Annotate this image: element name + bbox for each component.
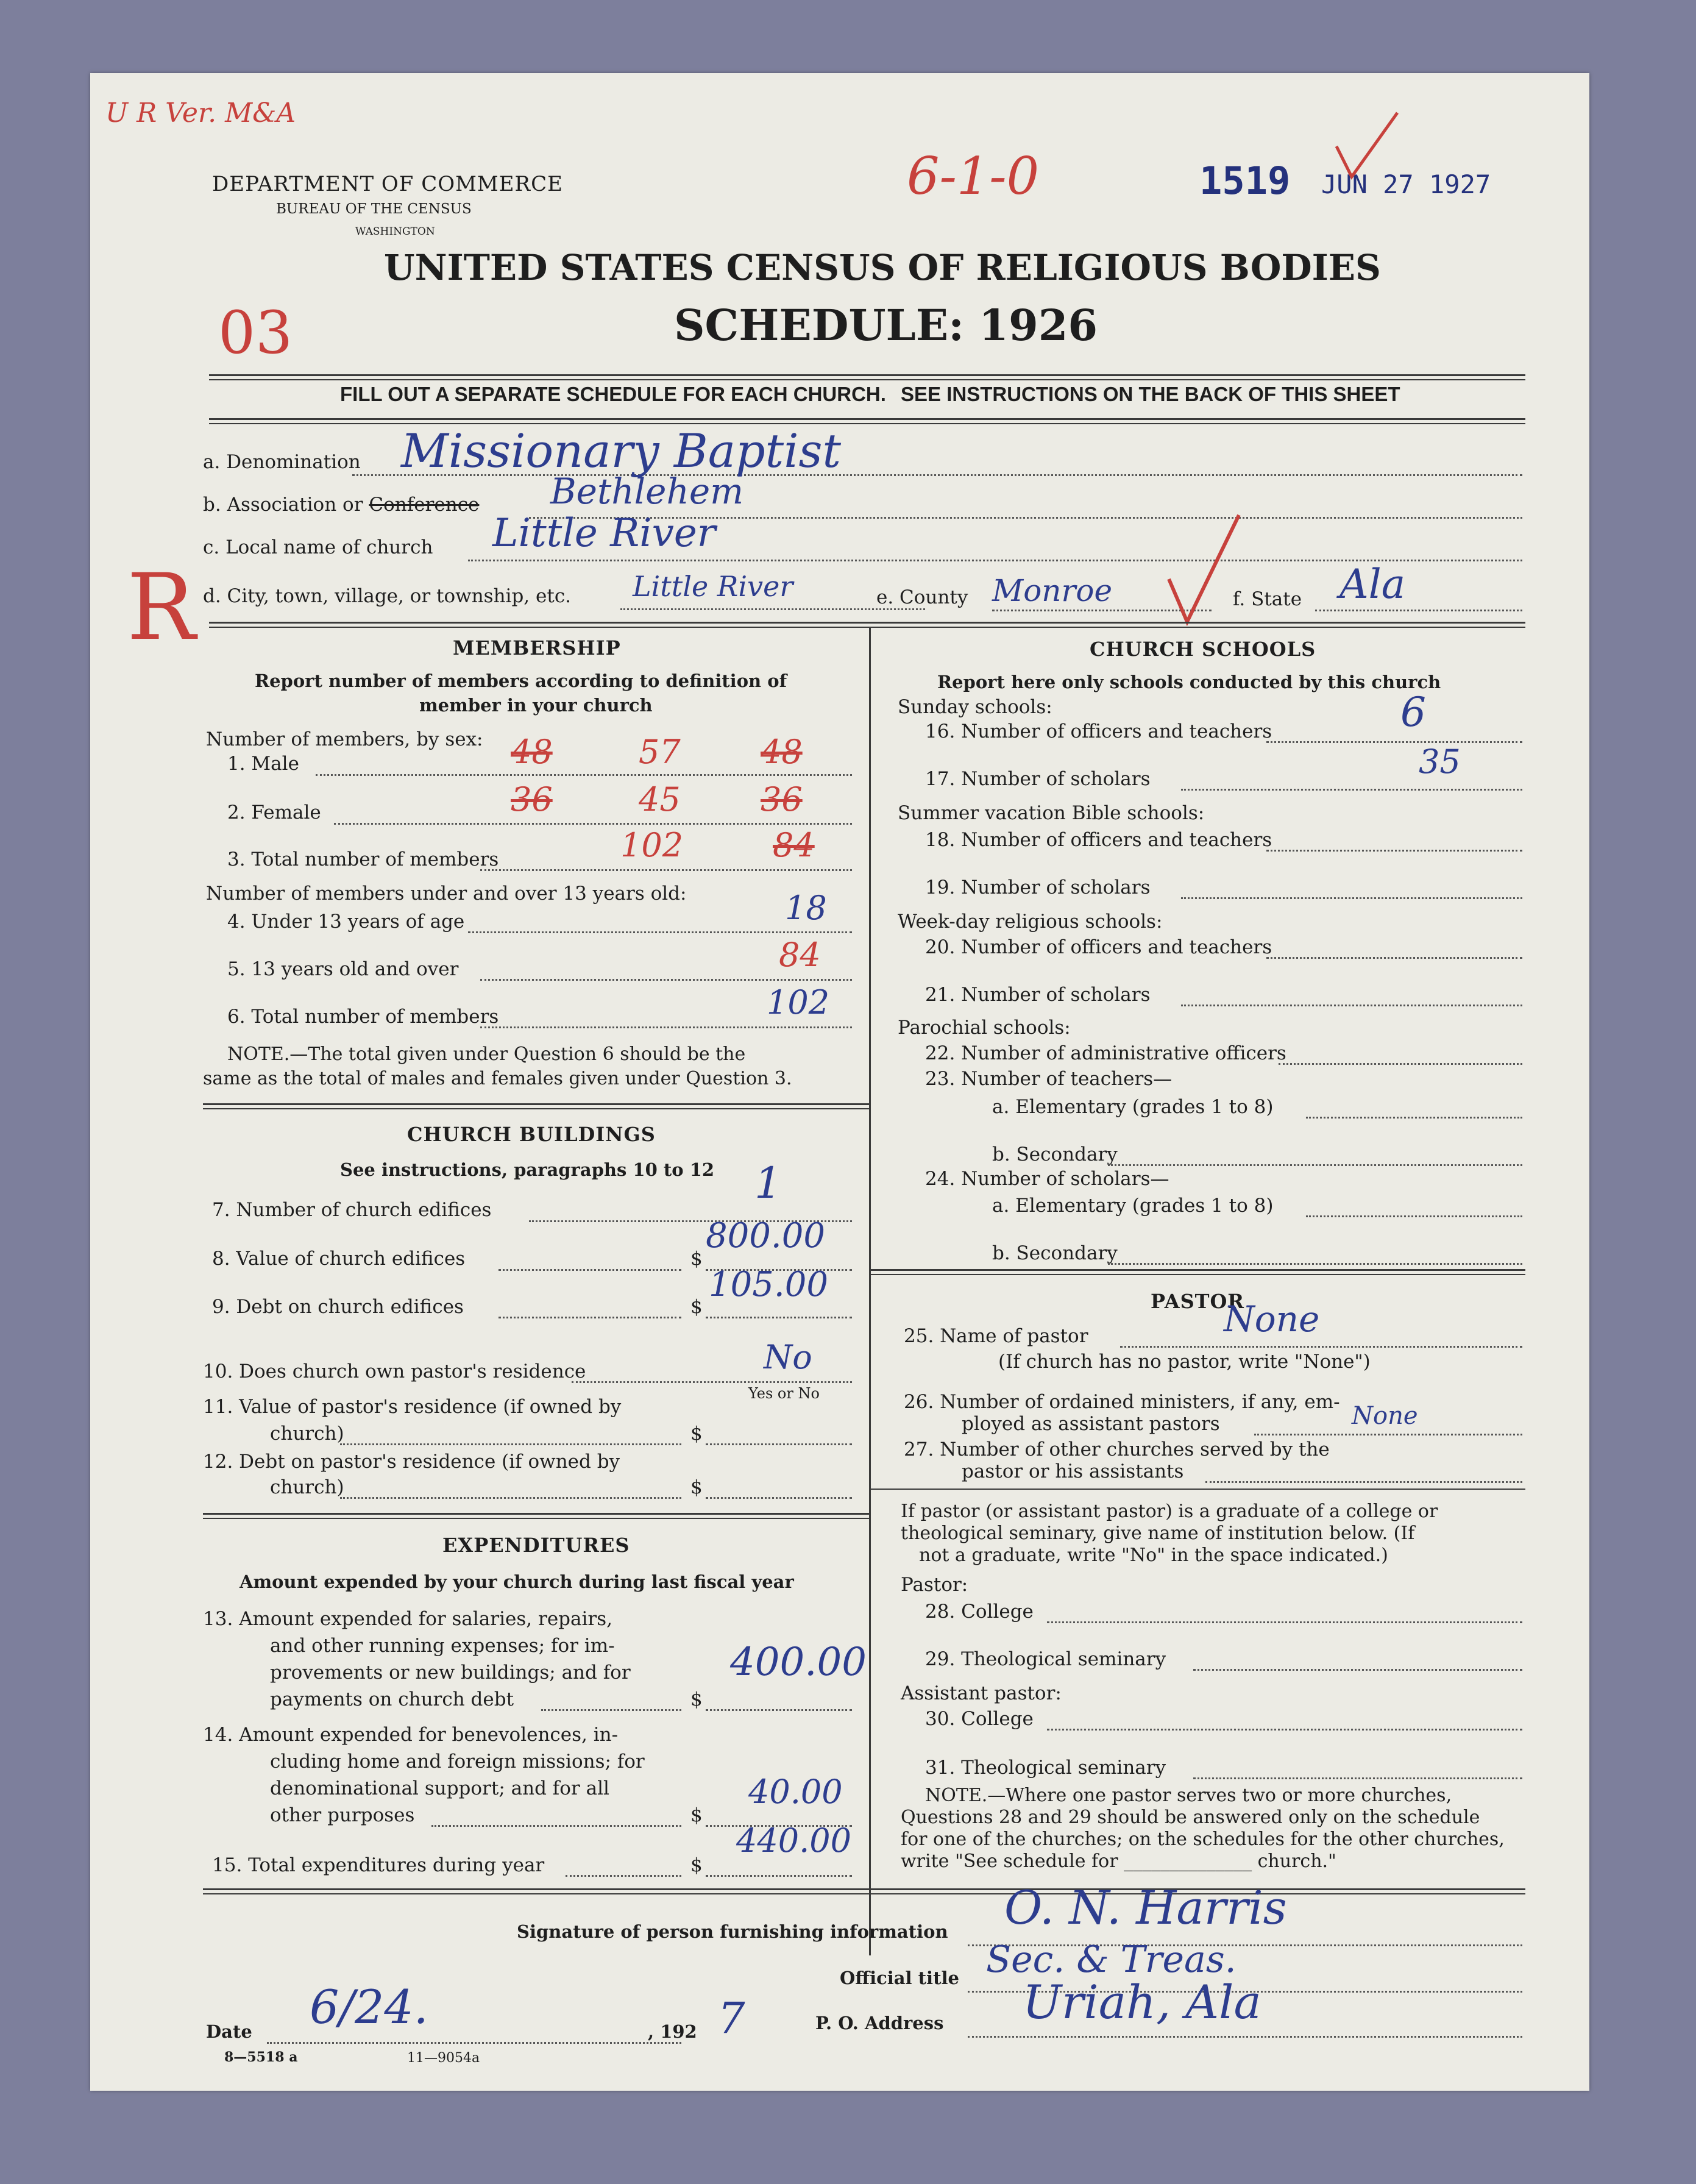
q24-label: 24. Number of scholars— [925,1168,1169,1190]
date-year-prefix: , 192 [648,2021,697,2042]
date-value: 6/24. [310,1980,428,2034]
pastor-label: Pastor: [901,1574,968,1596]
receipt-stamp-date: JUN 27 1927 [1321,169,1491,199]
state-value: Ala [1339,561,1406,608]
q8-dollar: $ [690,1248,703,1270]
association-label: b. Association or Conference [203,494,480,516]
q17-label: 17. Number of scholars [925,768,1151,790]
form-number: 8—5518 a [224,2049,298,2065]
expenditures-subtitle: Amount expended by your church during last fiscal year [239,1571,794,1592]
q29-label: 29. Theological seminary [925,1648,1166,1670]
q17-value: 35 [1419,742,1461,781]
q13-label-a: 13. Amount expended for salaries, repairs, [203,1608,612,1630]
city-value: Little River [633,570,793,603]
q23b-label: b. Secondary [992,1144,1118,1165]
association-value: Bethlehem [550,471,744,512]
q2-female-value-1: 36 [511,780,553,819]
graduate-instruction-1: If pastor (or assistant pastor) is a graduate of a college or [901,1501,1438,1522]
q18-label: 18. Number of officers and teachers [925,829,1272,851]
q14-label-d: other purposes [270,1804,415,1826]
q31-label: 31. Theological seminary [925,1757,1166,1779]
q14-label-c: denominational support; and for all [270,1777,609,1799]
city-label: d. City, town, village, or township, etc. [203,585,572,607]
q30-label: 30. College [925,1708,1034,1730]
q1-male-value-3: 48 [761,733,803,771]
q10-value: No [764,1338,812,1376]
buildings-title: CHURCH BUILDINGS [407,1123,656,1146]
county-label: e. County [876,586,968,608]
q14-label-a: 14. Amount expended for benevolences, in- [203,1724,619,1746]
pastor-note-2: Questions 28 and 29 should be answered only on the schedule [901,1807,1480,1828]
county-value: Monroe [992,573,1113,608]
q13-value: 400.00 [730,1640,867,1685]
q14-value: 40.00 [748,1773,843,1811]
pastor-note-1: NOTE.—Where one pastor serves two or more churches, [925,1785,1452,1806]
q16-value: 6 [1400,689,1426,736]
q13-label-d: payments on church debt [270,1688,514,1710]
q14-dollar: $ [690,1804,703,1826]
assistant-pastor-label: Assistant pastor: [901,1682,1062,1704]
official-title-value: Sec. & Treas. [986,1938,1237,1981]
q27-label-a: 27. Number of other churches served by the [904,1439,1330,1460]
local-name-label: c. Local name of church [203,536,433,558]
bureau-name: BUREAU OF THE CENSUS [276,201,472,217]
q9-value: 105.00 [709,1265,828,1304]
instruction-left: FILL OUT A SEPARATE SCHEDULE FOR EACH CHURCH. [340,383,886,405]
q11-label-b: church) [270,1423,344,1445]
q13-label-c: provements or new buildings; and for [270,1662,631,1684]
receipt-stamp-number: 1519 [1199,158,1291,203]
q11-label-a: 11. Value of pastor's residence (if owned by [203,1396,622,1418]
signature-label: Signature of person furnishing information [517,1921,948,1942]
q2-female-value-2: 45 [639,780,681,819]
print-number: 11—9054a [407,2051,480,2066]
q9-label: 9. Debt on church edifices [212,1296,464,1318]
q3-total-label: 3. Total number of members [227,848,499,870]
handwritten-code: 03 [218,299,293,367]
schools-title: CHURCH SCHOOLS [1090,638,1316,661]
buildings-subtitle: See instructions, paragraphs 10 to 12 [340,1159,715,1180]
q26-label-a: 26. Number of ordained ministers, if any, em- [904,1391,1340,1413]
date-label: Date [206,2021,252,2042]
q2-female-label: 2. Female [227,802,321,823]
handwritten-letter-r: R [127,555,196,661]
q27-label-b: pastor or his assistants [962,1460,1184,1482]
q16-label: 16. Number of officers and teachers [925,720,1272,742]
q7-label: 7. Number of church edifices [212,1199,492,1221]
q28-label: 28. College [925,1601,1034,1623]
membership-note-2: same as the total of males and females given under Question 3. [203,1068,792,1089]
q8-label: 8. Value of church edifices [212,1248,466,1270]
po-address-value: Uriah, Ala [1023,1975,1261,2029]
q6-total-label: 6. Total number of members [227,1006,499,1028]
q1-male-value-1: 48 [511,733,553,771]
q2-female-value-3: 36 [761,780,803,819]
weekday-schools-label: Week-day religious schools: [898,911,1163,933]
q7-value: 1 [754,1158,782,1208]
q12-label-a: 12. Debt on pastor's residence (if owned by [203,1451,620,1473]
membership-title: MEMBERSHIP [453,636,621,660]
q3-total-value-1: 102 [620,826,684,864]
department-name: DEPARTMENT OF COMMERCE [212,172,563,196]
state-label: f. State [1233,588,1302,610]
verification-note: U R Ver. M&A [105,98,296,129]
parochial-schools-label: Parochial schools: [898,1017,1071,1039]
denomination-label: a. Denomination [203,451,361,473]
sunday-schools-label: Sunday schools: [898,696,1052,718]
q9-dollar: $ [690,1296,703,1318]
q5-over-13-label: 5. 13 years old and over [227,958,459,980]
q21-label: 21. Number of scholars [925,984,1151,1006]
pastor-note-3: for one of the churches; on the schedules for the other churches, [901,1829,1505,1850]
check-mark-icon [1163,512,1242,628]
q19-label: 19. Number of scholars [925,877,1151,898]
signature-value: O. N. Harris [1004,1880,1287,1935]
schedule-title: SCHEDULE: 1926 [674,300,1098,350]
q1-male-label: 1. Male [227,753,299,775]
q12-dollar: $ [690,1476,703,1498]
membership-subtitle-2: member in your church [419,695,653,716]
instruction-right: SEE INSTRUCTIONS ON THE BACK OF THIS SHEET [901,383,1400,405]
check-mark-icon [1333,110,1400,183]
q5-over-13-value: 84 [779,936,821,974]
by-sex-label: Number of members, by sex: [206,728,483,750]
q6-total-value: 102 [767,983,830,1022]
q26-label-b: ployed as assistant pastors [962,1413,1220,1435]
q11-dollar: $ [690,1423,703,1445]
q10-hint: Yes or No [748,1385,820,1402]
q1-male-value-2: 57 [639,733,681,771]
graduate-instruction-2: theological seminary, give name of institution below. (If [901,1523,1415,1544]
q23a-label: a. Elementary (grades 1 to 8) [992,1096,1274,1118]
q25-value: None [1224,1298,1320,1340]
q15-dollar: $ [690,1854,703,1876]
page-title: UNITED STATES CENSUS OF RELIGIOUS BODIES [384,247,1381,288]
conference-struck: Conference [369,494,480,516]
q15-value: 440.00 [736,1821,851,1860]
q12-label-b: church) [270,1476,344,1498]
q10-label: 10. Does church own pastor's residence [203,1361,586,1382]
q8-value: 800.00 [706,1216,825,1256]
q23-label: 23. Number of teachers— [925,1068,1173,1090]
q24a-label: a. Elementary (grades 1 to 8) [992,1195,1274,1217]
q26-value: None [1352,1402,1418,1430]
bureau-city: WASHINGTON [355,226,435,238]
denomination-value: Missionary Baptist [401,424,842,478]
po-address-label: P. O. Address [815,2013,944,2033]
q4-under-13-value: 18 [785,889,827,927]
q15-label: 15. Total expenditures during year [212,1854,545,1876]
q4-under-13-label: 4. Under 13 years of age [227,911,465,933]
census-schedule-sheet [90,73,1589,2091]
pastor-note-4: write "See schedule for ______________ church." [901,1851,1336,1872]
q24b-label: b. Secondary [992,1242,1118,1264]
age-header: Number of members under and over 13 years old: [206,883,687,905]
q25-hint: (If church has no pastor, write "None") [998,1351,1371,1373]
q13-label-b: and other running expenses; for im- [270,1635,615,1657]
membership-note-1: NOTE.—The total given under Question 6 should be the [227,1044,746,1065]
q25-label: 25. Name of pastor [904,1325,1088,1347]
q13-dollar: $ [690,1688,703,1710]
membership-subtitle-1: Report number of members according to definition of [255,670,787,691]
q22-label: 22. Number of administrative officers [925,1042,1286,1064]
q20-label: 20. Number of officers and teachers [925,936,1272,958]
handwritten-code-top: 6-1-0 [907,146,1040,206]
graduate-instruction-3: not a graduate, write "No" in the space indicated.) [919,1545,1388,1566]
q3-total-value-2: 84 [773,826,815,864]
pastor-title: PASTOR [1151,1290,1244,1313]
local-name-value: Little River [492,511,716,556]
q14-label-b: cluding home and foreign missions; for [270,1751,645,1773]
schools-subtitle: Report here only schools conducted by this church [937,672,1441,692]
summer-schools-label: Summer vacation Bible schools: [898,802,1205,824]
official-title-label: Official title [840,1968,959,1988]
expenditures-title: EXPENDITURES [442,1534,630,1557]
date-year-digit: 7 [718,1993,745,2043]
